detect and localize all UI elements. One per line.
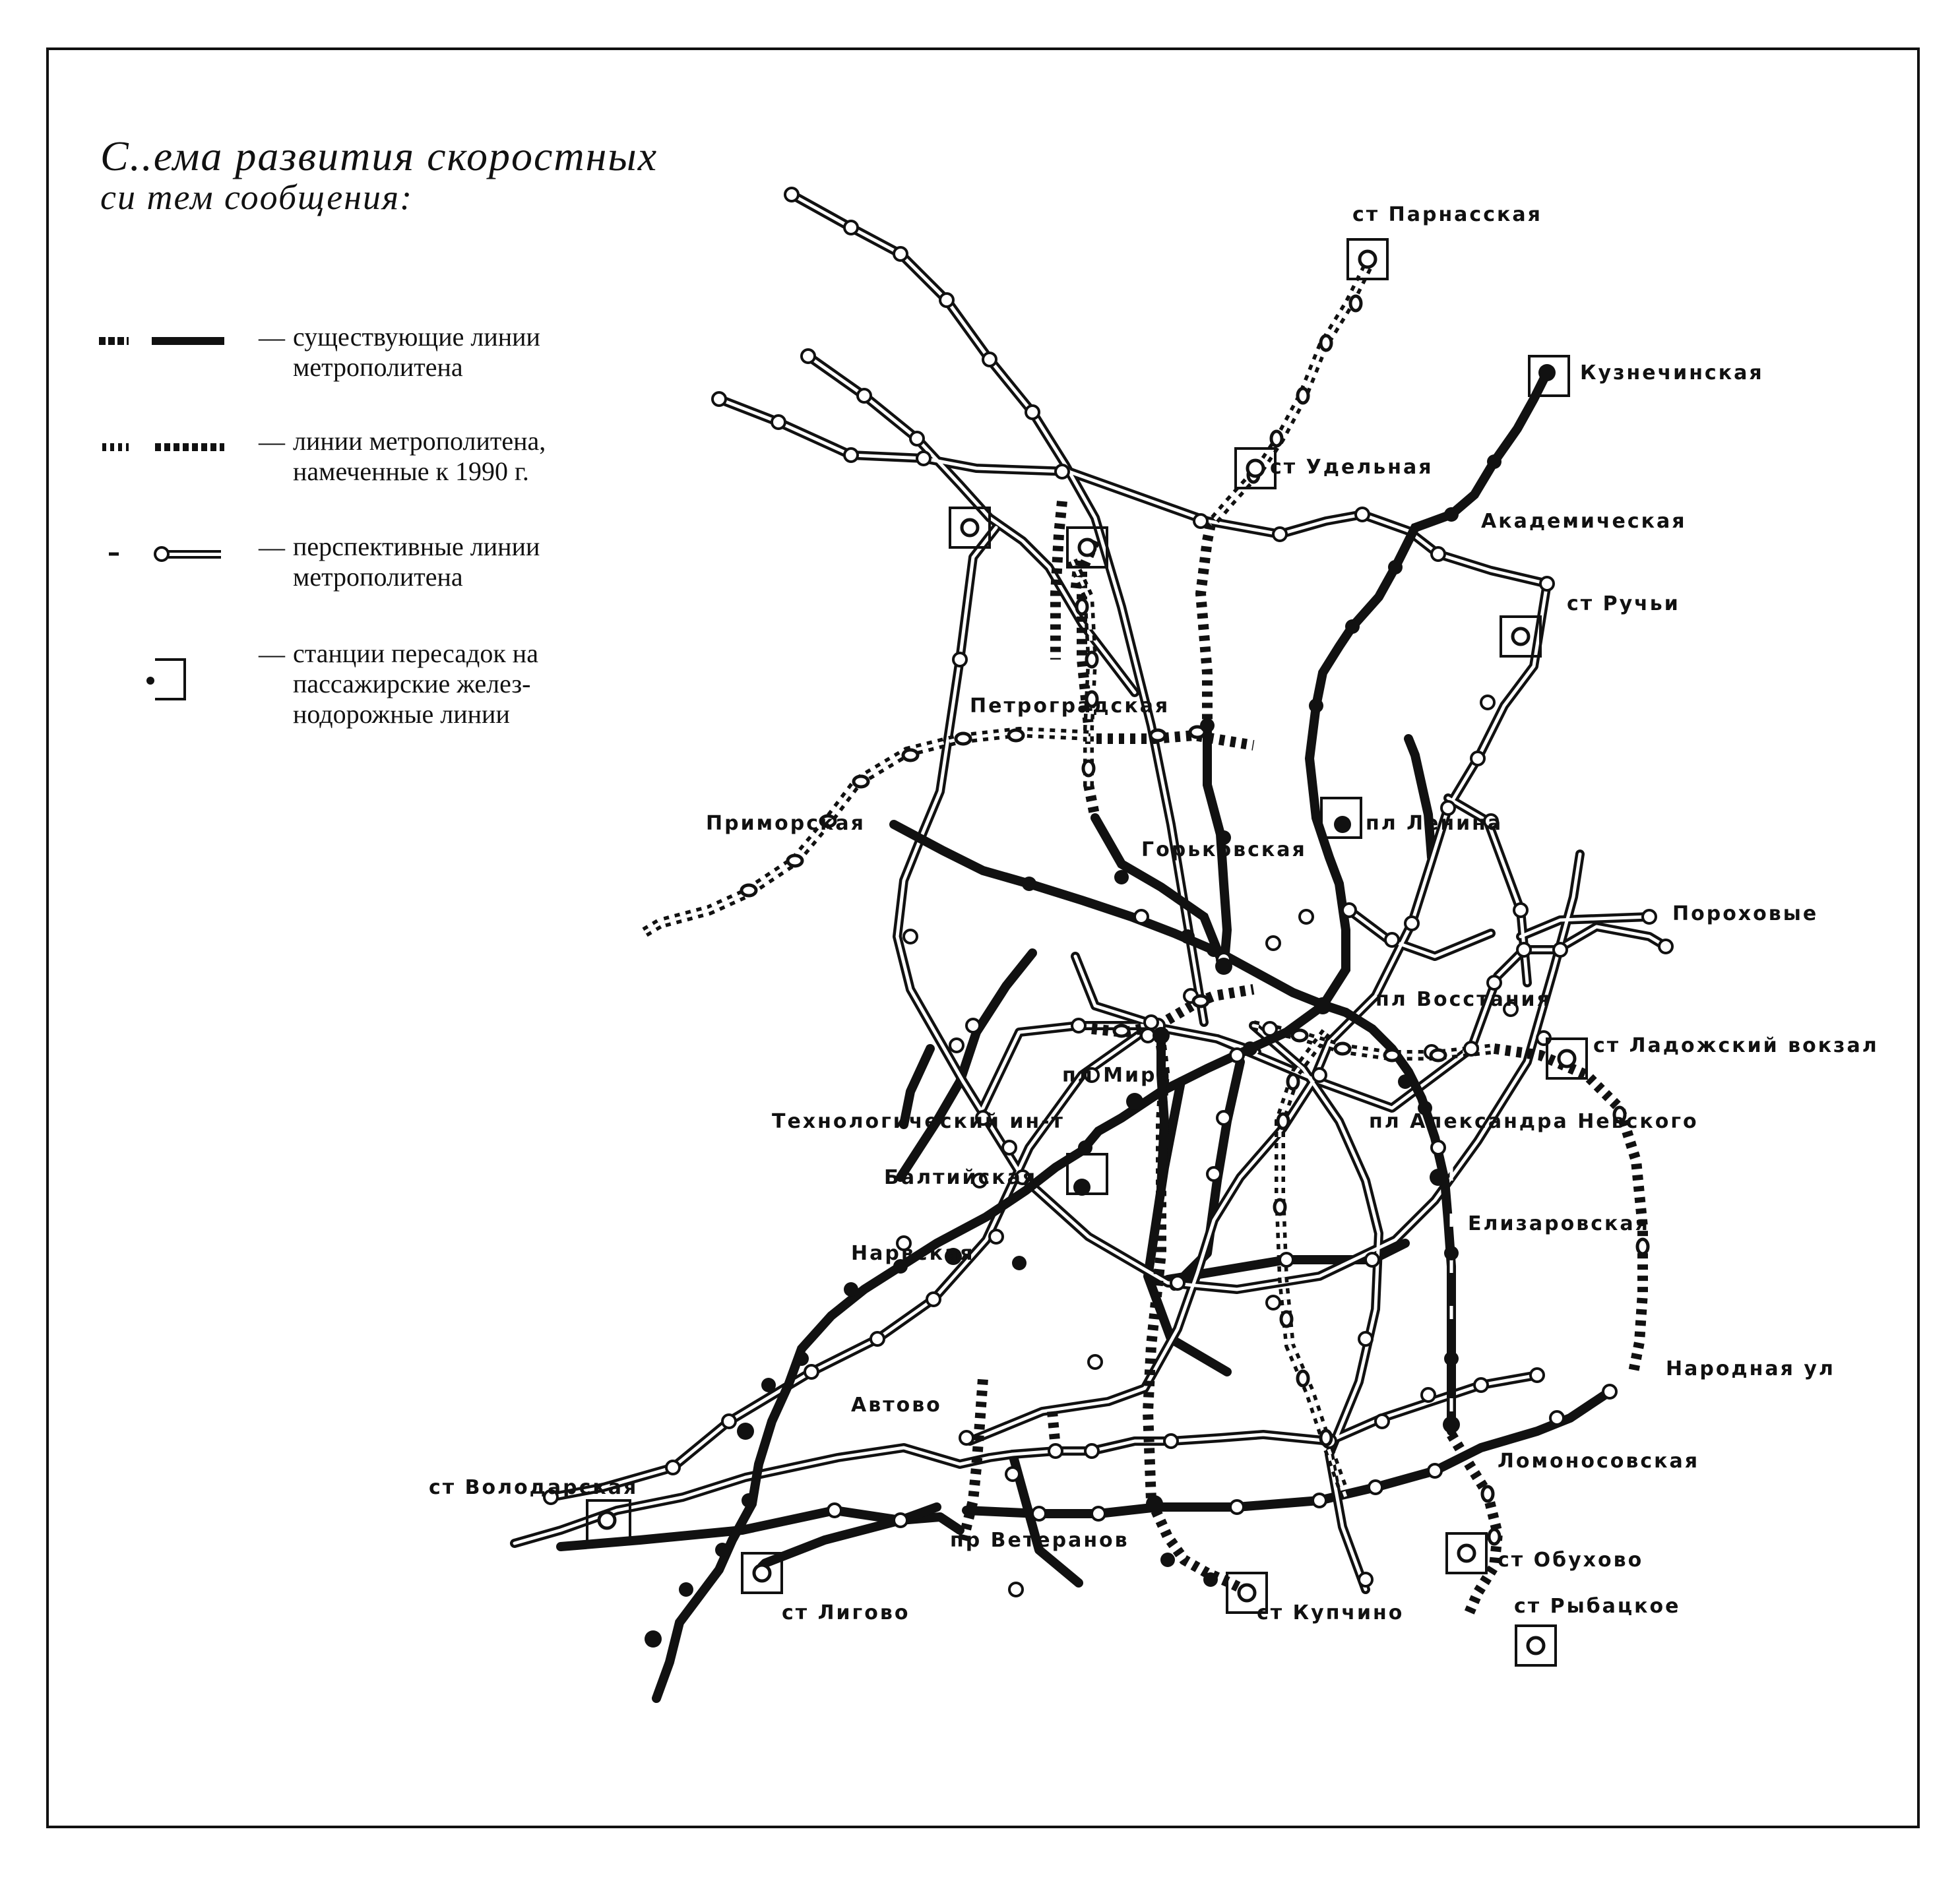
label-parnasskaya: ст Парнасская	[1352, 203, 1542, 226]
label-elizarovskaya: Елизаровская	[1468, 1212, 1650, 1235]
map-subtitle: си тем сообщения:	[100, 177, 414, 217]
legend-perspective-line1: перспективные линии	[293, 532, 540, 561]
station-labels	[429, 203, 1879, 1624]
label-volodarskaya: ст Володарская	[429, 1476, 639, 1499]
label-primorskaya: Приморская	[706, 812, 866, 835]
label-pl-lenina: пл Ленина	[1366, 812, 1503, 835]
label-obukhovo: ст Обухово	[1498, 1549, 1644, 1572]
legend-existing-line1: существующие линии	[293, 322, 540, 352]
legend-transfer-line3: нодорожные линии	[293, 699, 510, 729]
label-gorkovskaya: Горьковская	[1141, 838, 1307, 861]
legend-planned-line2: намеченные к 1990 г.	[293, 456, 529, 486]
label-kuzhenchinskaya: Кузнечинская	[1580, 361, 1764, 385]
label-rybatskoe: ст Рыбацкое	[1514, 1595, 1681, 1618]
label-ligovo: ст Лигово	[782, 1601, 910, 1624]
label-lomonosovskaya: Ломоносовская	[1498, 1450, 1700, 1473]
label-kupchino: ст Купчино	[1257, 1601, 1405, 1624]
label-ruchyi: ст Ручьи	[1567, 592, 1680, 615]
legend-dash: —	[259, 532, 285, 562]
legend-perspective-line2: метрополитена	[293, 562, 463, 592]
label-tekhnologichesky: Технологический ин-т	[772, 1110, 1065, 1133]
planned-lines-hollow	[643, 257, 1494, 1497]
label-udelnaya: ст Удельная	[1270, 456, 1434, 479]
label-baltiyskaya: Балтийская	[884, 1166, 1038, 1189]
map-title: С..ема развития скоростных	[100, 133, 658, 179]
legend-dash: —	[259, 323, 285, 352]
label-porokhovye: Пороховые	[1672, 902, 1819, 925]
label-pl-alexandra-nevskogo: пл Александра Невского	[1369, 1110, 1699, 1133]
label-pr-veteranov: пр Ветеранов	[950, 1529, 1129, 1552]
legend-transfer-line1: станции пересадок на	[293, 638, 538, 668]
label-narvskaya: Нарвская	[851, 1242, 975, 1265]
label-narodnaya: Народная ул	[1666, 1357, 1835, 1380]
label-ladozhsky: ст Ладожский вокзал	[1593, 1034, 1879, 1057]
legend-dash: —	[259, 427, 285, 456]
legend-existing-line2: метрополитена	[293, 352, 463, 382]
label-petrogradskaya: Петроградская	[970, 695, 1170, 718]
existing-lines	[656, 373, 1547, 1698]
perspective-lines	[515, 195, 1666, 1590]
label-pl-vosstaniya: пл Восстания	[1375, 988, 1552, 1011]
legend-transfer-line2: пассажирские желез-	[293, 669, 531, 698]
label-pl-mira: пл Мира	[1062, 1064, 1172, 1087]
legend-dash: —	[259, 639, 285, 669]
legend-perspective-symbol	[109, 547, 221, 561]
legend-transfer-symbol	[146, 660, 185, 699]
label-avtovo: Автово	[851, 1394, 942, 1417]
label-akademicheskaya: Академическая	[1481, 510, 1687, 533]
legend-planned-line1: линии метрополитена,	[293, 426, 546, 456]
